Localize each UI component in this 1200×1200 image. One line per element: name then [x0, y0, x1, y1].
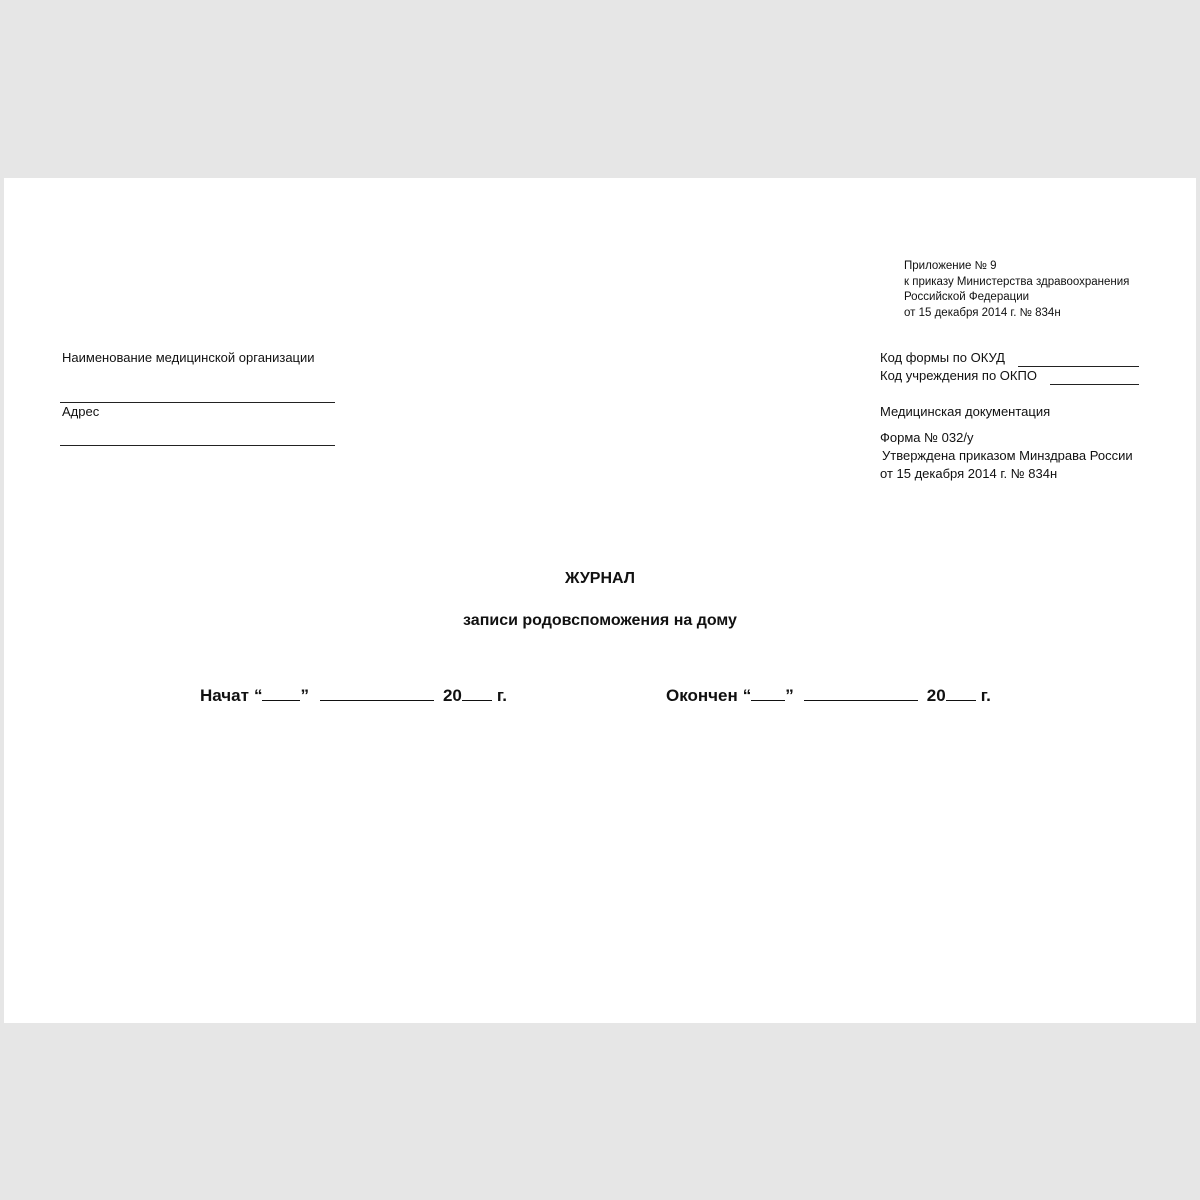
document-page [4, 178, 1196, 1023]
appendix-line: от 15 декабря 2014 г. № 834н [904, 306, 1061, 319]
document-title: ЖУРНАЛ [564, 570, 635, 587]
appendix-note [904, 259, 1129, 321]
end-label: Окончен [666, 686, 738, 705]
end-year-prefix: 20 [926, 686, 946, 705]
approval-date: от 15 декабря 2014 г. № 834н [880, 466, 1058, 481]
close-quote: ” [300, 686, 309, 705]
okud-label: Код формы по ОКУД [880, 350, 1005, 365]
document-subtitle: записи родовспоможения на дому [463, 612, 737, 629]
end-day-field[interactable] [751, 686, 785, 701]
start-year-prefix: 20 [442, 686, 462, 705]
start-day-field[interactable] [262, 686, 300, 701]
address-field[interactable] [60, 445, 335, 446]
start-year-field[interactable] [462, 686, 492, 701]
open-quote: “ [742, 686, 752, 705]
close-quote: ” [785, 686, 794, 705]
address-label: Адрес [62, 404, 100, 419]
org-name-label: Наименование медицинской организации [62, 350, 315, 365]
okpo-field[interactable] [1050, 384, 1139, 385]
form-number: Форма № 032/у [880, 430, 974, 445]
start-date-row [200, 686, 507, 706]
medical-documentation-label: Медицинская документация [880, 404, 1051, 419]
org-name-field[interactable] [60, 402, 335, 403]
end-month-field[interactable] [804, 686, 918, 701]
open-quote: “ [253, 686, 263, 705]
approval-note: Утверждена приказом Минздрава России [882, 448, 1133, 463]
okpo-label: Код учреждения по ОКПО [880, 368, 1037, 383]
start-label: Начат [200, 686, 249, 705]
appendix-line: к приказу Министерства здравоохранения [904, 275, 1130, 288]
end-year-field[interactable] [946, 686, 976, 701]
start-month-field[interactable] [320, 686, 434, 701]
appendix-line: Приложение № 9 [904, 260, 997, 272]
appendix-line: Российской Федерации [904, 291, 1030, 303]
start-year-suffix: г. [496, 686, 507, 705]
end-year-suffix: г. [980, 686, 991, 705]
end-date-row [666, 686, 991, 706]
okud-field[interactable] [1018, 366, 1139, 367]
